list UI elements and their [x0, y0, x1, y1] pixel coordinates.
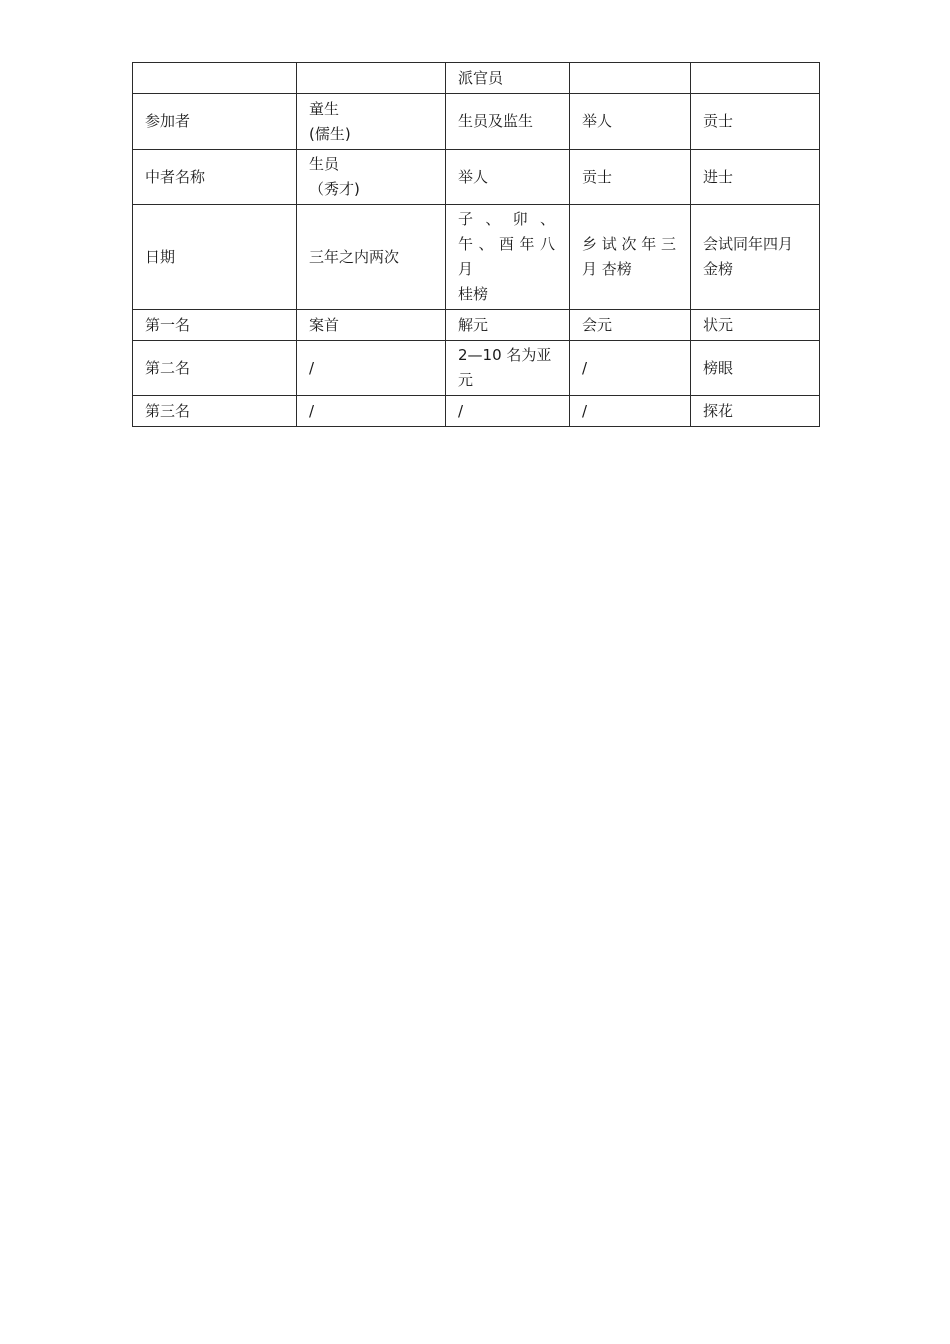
cell-text: 参加者: [145, 112, 191, 130]
table-row: [133, 205, 820, 310]
table-cell: [446, 94, 570, 150]
cell-text: 第三名: [145, 401, 191, 420]
table-cell: [133, 63, 297, 94]
table-cell: [297, 341, 446, 396]
row-header-cell: [133, 396, 297, 427]
cell-text: 三年之内两次: [309, 247, 400, 266]
table-cell: [691, 396, 820, 427]
cell-text: 派官员: [458, 68, 504, 87]
table-row: [133, 396, 820, 427]
table-row: [133, 341, 820, 396]
cell-text: 金榜: [703, 260, 734, 278]
table-cell: [691, 205, 820, 310]
cell-text: 2—10 名为亚: [458, 346, 552, 364]
table-cell: [446, 310, 570, 341]
cell-text: 生员: [309, 155, 340, 173]
table-cell: [446, 205, 570, 310]
cell-text: 会元: [582, 315, 613, 334]
table-cell: [297, 150, 446, 205]
table-cell: [691, 63, 820, 94]
row-header-cell: [133, 310, 297, 341]
table-cell: [570, 310, 691, 341]
table-cell: [570, 150, 691, 205]
cell-text: 生员及监生: [458, 112, 534, 130]
table-cell: [297, 396, 446, 427]
table-cell: [570, 205, 691, 310]
cell-text: (儒生): [309, 124, 351, 143]
table-cell: [570, 396, 691, 427]
cell-text: 午、酉年八: [458, 235, 557, 253]
cell-text: （秀才): [309, 180, 360, 198]
cell-text: 第二名: [145, 358, 191, 377]
cell-text: 中者名称: [145, 167, 206, 186]
cell-text: 进士: [703, 167, 734, 186]
cell-text: 举人: [582, 112, 613, 130]
table-row: [133, 150, 820, 205]
cell-text: 榜眼: [703, 358, 734, 377]
cell-text: /: [582, 401, 588, 420]
cell-text: /: [309, 358, 315, 377]
table-cell: [570, 63, 691, 94]
cell-text: 乡试次年三: [582, 235, 678, 253]
row-header-cell: [133, 94, 297, 150]
table-cell: [446, 63, 570, 94]
cell-text: 月 杏榜: [582, 260, 632, 278]
cell-text: /: [582, 358, 588, 377]
cell-text: 举人: [458, 167, 489, 186]
cell-text: /: [309, 401, 315, 420]
row-header-cell: [133, 205, 297, 310]
table-cell: [297, 94, 446, 150]
cell-text: 童生: [309, 99, 340, 118]
table-row: [133, 63, 820, 94]
cell-text: /: [458, 401, 464, 420]
table-cell: [691, 94, 820, 150]
table-cell: [570, 94, 691, 150]
cell-text: 元: [458, 371, 474, 389]
cell-text: 探花: [703, 401, 734, 420]
cell-text: 状元: [703, 315, 734, 334]
table-row: [133, 310, 820, 341]
cell-text: 月: [458, 260, 474, 278]
cell-text: 会试同年四月: [703, 235, 794, 253]
row-header-cell: [133, 150, 297, 205]
exam-table: [132, 62, 820, 427]
table-row: [133, 94, 820, 150]
cell-text: 解元: [458, 315, 489, 334]
table-cell: [691, 310, 820, 341]
cell-text: 桂榜: [458, 285, 489, 303]
table-cell: [446, 396, 570, 427]
cell-text: 第一名: [145, 315, 191, 334]
cell-text: 子 、 卯 、: [458, 210, 557, 228]
cell-text: 日期: [145, 247, 176, 266]
table-cell: [297, 310, 446, 341]
table-cell: [691, 150, 820, 205]
table-cell: [691, 341, 820, 396]
table-cell: [446, 341, 570, 396]
cell-text: 贡士: [703, 112, 734, 130]
row-header-cell: [133, 341, 297, 396]
table-cell: [297, 205, 446, 310]
cell-text: 贡士: [582, 167, 613, 186]
cell-text: 案首: [309, 315, 340, 334]
table-cell: [446, 150, 570, 205]
table-cell: [297, 63, 446, 94]
table-cell: [570, 341, 691, 396]
